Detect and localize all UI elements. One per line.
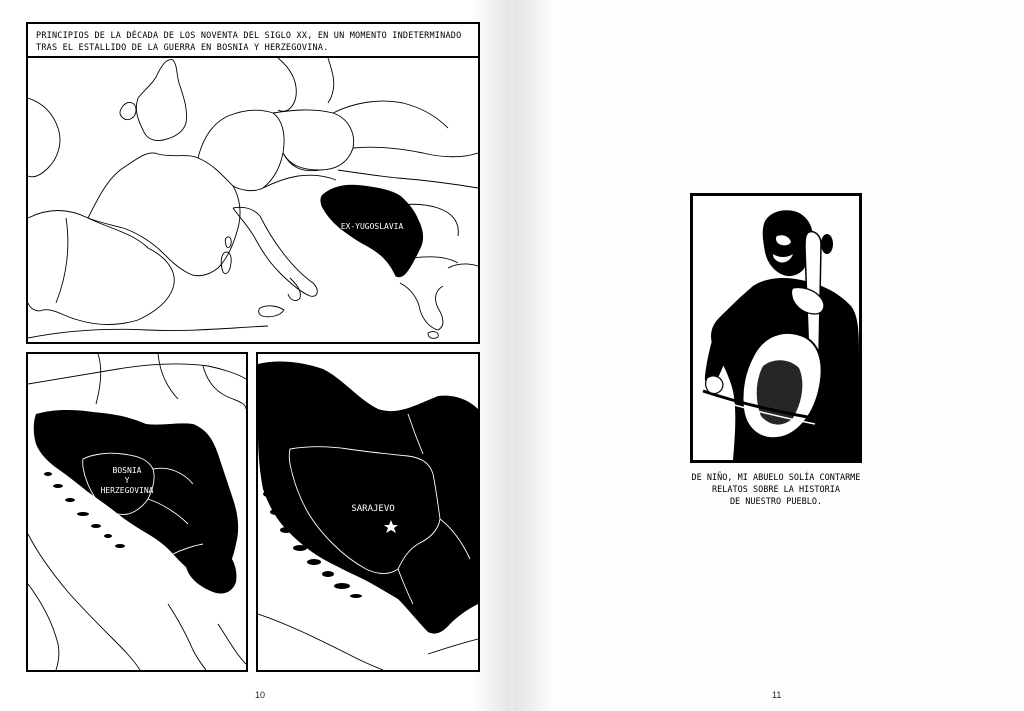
label-sarajevo: SARAJEVO — [351, 504, 395, 514]
panel-europe-map — [26, 56, 480, 344]
panel-bosnia-map — [256, 352, 480, 672]
bosnia-region — [258, 362, 478, 634]
label-bosnia-line1: BOSNIA — [112, 466, 142, 475]
caption-line-1: DE NIÑO, MI ABUELO SOLÍA CONTARME — [691, 473, 861, 483]
right-page-caption — [690, 472, 862, 508]
label-ex-yugoslavia: EX-YUGOSLAVIA — [340, 222, 404, 231]
label-bosnia-line3: HERZEGOVINA — [100, 486, 154, 495]
caption-line-3: DE NUESTRO PUEBLO. — [729, 497, 823, 507]
ex-yugoslavia-region — [321, 185, 423, 276]
grandfather-gusle-illustration — [693, 196, 859, 460]
page-number-left: 10 — [255, 690, 266, 700]
yugoslavia-map-illustration — [28, 354, 246, 670]
caption-line-2: RELATOS SOBRE LA HISTORIA — [712, 485, 840, 495]
gutter-shadow-right — [514, 0, 554, 711]
europe-map-illustration — [28, 58, 478, 342]
panel-grandfather-illustration — [690, 193, 862, 463]
label-bosnia-line2: Y — [124, 476, 130, 485]
panel-yugoslavia-map — [26, 352, 248, 672]
narration-caption: PRINCIPIOS DE LA DÉCADA DE LOS NOVENTA DEL SIGLO XX, EN UN MOMENTO INDETERMINADO TRAS EL ESTALLIDO DE LA GUERRA EN BOSNIA Y HERZEGOVINA. — [26, 22, 480, 58]
label-bosnia-herzegovina — [92, 466, 162, 496]
page-number-right: 11 — [772, 690, 782, 700]
